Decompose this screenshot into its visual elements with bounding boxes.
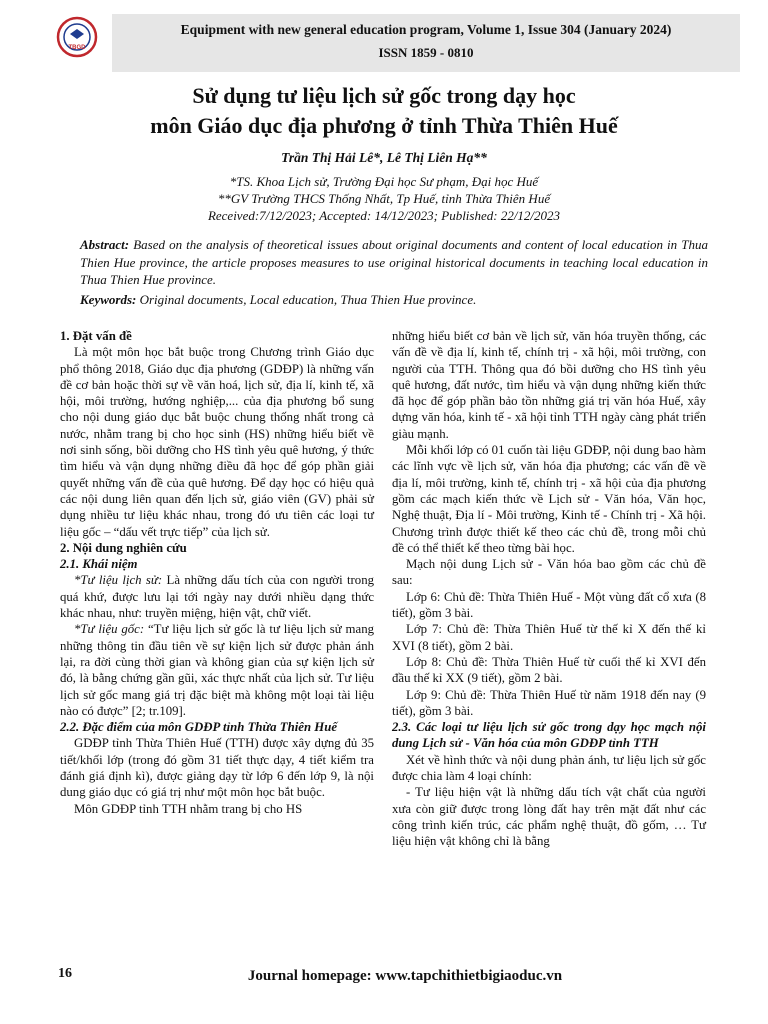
subsection-heading-2-3: 2.3. Các loại tư liệu lịch sử gốc trong dạy học mạch nội dung Lịch sử - Văn hóa của môn GDĐP tỉnh TTH: [392, 720, 706, 751]
paragraph: - Tư liệu hiện vật là những dấu tích vật chất của người xưa còn giữ được trong lòng đất hay trên mặt đất như các công trình kiến trúc, các phẩm nghệ thuật, đồ gốm, … Tư liệu hiện vật không chỉ là bằng: [392, 785, 706, 849]
paragraph: [60, 572, 374, 621]
issn: ISSN 1859 - 0810: [378, 45, 474, 60]
logo-text: TBGD: [68, 45, 86, 51]
title-line-1: Sử dụng tư liệu lịch sử gốc trong dạy học: [192, 83, 576, 108]
term: *Tư liệu gốc:: [74, 622, 145, 637]
title-line-2: môn Giáo dục địa phương ở tỉnh Thừa Thiên Huế: [150, 113, 618, 138]
keywords: [80, 292, 708, 308]
abstract: [80, 236, 708, 289]
page-number: 16: [58, 966, 72, 981]
abstract-text: Based on the analysis of theoretical issues about original documents and content of local education in Thua Thien Hue province, the article proposes measures to use original historical documents in teaching local education in Thua Thien Hue province.: [80, 237, 708, 287]
paragraph: Xét về hình thức và nội dung phản ánh, tư liệu lịch sử gốc được chia làm 4 loại chính:: [392, 752, 706, 784]
authors: Trần Thị Hải Lê*, Lê Thị Liên Hạ**: [281, 150, 487, 165]
paragraph: Lớp 9: Chủ đề: Thừa Thiên Huế từ năm 1918 đến nay (9 tiết), gồm 3 bài.: [392, 687, 706, 718]
abstract-label: Abstract:: [80, 237, 130, 252]
affiliation-2: **GV Trường THCS Thống Nhất, Tp Huế, tỉnh Thừa Thiên Huế: [217, 191, 551, 206]
paragraph: Môn GDĐP tỉnh TTH nhằm trang bị cho HS: [74, 801, 303, 816]
journal-citation: Equipment with new general education program, Volume 1, Issue 304 (January 2024): [180, 22, 672, 37]
keywords-text: Original documents, Local education, Thua Thien Hue province.: [136, 292, 477, 307]
paragraph: Lớp 8: Chủ đề: Thừa Thiên Huế từ cuối thế kỉ XVI đến đầu thế kỉ XX (9 tiết), gồm 2 bài.: [392, 654, 706, 686]
right-column: [392, 328, 706, 850]
paragraph: GDĐP tỉnh Thừa Thiên Huế (TTH) được xây dựng đủ 35 tiết/khối lớp (trong đó gồm 31 tiết thực dạy, 4 tiết kiểm tra đánh giá định kì), được giảng dạy từ lớp 6 đến lớp 9, là nội dung giáo dục có giá trị như một môn học bắt buộc.: [60, 736, 374, 800]
subsection-heading-2-2: 2.2. Đặc điểm của môn GDĐP tỉnh Thừa Thiên Huế: [60, 720, 338, 735]
journal-logo-icon: [56, 16, 98, 58]
article-dates: Received:7/12/2023; Accepted: 14/12/2023; Published: 22/12/2023: [207, 208, 561, 223]
paragraph: Lớp 6: Chủ đề: Thừa Thiên Huế - Một vùng đất cổ xưa (8 tiết), gồm 3 bài.: [392, 589, 706, 621]
paragraph: Mạch nội dung Lịch sử - Văn hóa bao gồm các chủ đề sau:: [392, 557, 706, 588]
paragraph-text: “Tư liệu lịch sử gốc là tư liệu lịch sử mang những thông tin đầu tiên về sự kiện lịch sử được phản ánh lại, ra đời cùng thời gian và không gian của sự kiện lịch sử đó, là bằng chứng gần gũi, xác thực nhất của lịch sử. Tư liệu lịch sử gốc mang giá trị đặc biệt mà không một loại tài liệu nào có được” [2; tr.109].: [60, 622, 374, 718]
left-column: [60, 328, 374, 817]
section-heading-2: 2. Nội dung nghiên cứu: [60, 540, 187, 555]
paragraph: [60, 621, 374, 719]
paragraph-text: Là những dấu tích của con người trong quá khứ, được lưu lại tới ngày nay dưới nhiều dạng thức khác nhau, như: truyền miệng, hiện vật, chữ viết.: [60, 573, 374, 621]
paragraph: Lớp 7: Chủ đề: Thừa Thiên Huế từ thế kỉ X đến thế kỉ XVI (8 tiết), gồm 2 bài.: [392, 622, 706, 653]
journal-homepage[interactable]: Journal homepage: www.tapchithietbigiaoduc.vn: [247, 968, 563, 984]
term: *Tư liệu lịch sử:: [74, 573, 163, 588]
keywords-label: Keywords:: [80, 292, 137, 307]
section-heading-1: 1. Đặt vấn đề: [60, 329, 132, 343]
paragraph: những hiểu biết cơ bản về lịch sử, văn hóa truyền thống, các vấn đề về địa lí, kinh tế, chính trị - xã hội, môi trường, con người của TTH. Thông qua đó bồi dưỡng cho HS tình yêu quê hương, đất nước, tìm hiểu và vận dụng những kiến thức đã học để góp phần bảo tồn những giá trị văn hóa Huế, xây dựng văn hóa, kinh tế - xã hội tỉnh TTH ngày càng phát triển giàu mạnh.: [392, 329, 706, 441]
paragraph: Là một môn học bắt buộc trong Chương trình Giáo dục phổ thông 2018, Giáo dục địa phương (GDĐP) là những vấn đề cơ bản hoặc thời sự về văn hoá, lịch sử, địa lí, kinh tế, xã hội, môi trường, hướng nghiệp,... của địa phương bổ sung cho nội dung giáo dục bắt buộc chung thống nhất trong cả nước, nhằm trang bị cho học sinh (HS) những hiểu biết về nơi sinh sống, bồi dưỡng cho HS tình yêu quê hương, ý thức tìm hiểu và vận dụng những điều đã học để góp phần giải quyết những vấn đề của quê hương. Để dạy học có hiệu quả các nội dung liên quan đến lịch sử, giáo viên (GV) phải sử dụng nhiều tư liệu khác nhau, trong đó ưu tiên các loại tư liệu gốc – “dấu vết trực tiếp” của lịch sử.: [60, 345, 374, 539]
subsection-heading-2-1: 2.1. Khái niệm: [60, 557, 138, 572]
affiliation-1: *TS. Khoa Lịch sử, Trường Đại học Sư phạm, Đại học Huế: [229, 174, 539, 189]
paragraph: Mỗi khối lớp có 01 cuốn tài liệu GDĐP, nội dung bao hàm các lĩnh vực về lịch sử, văn hóa địa phương; các vấn đề về địa lí, môi trường, kinh tế, chính trị - xã hội của địa phương gồm các mạch kiến thức về Lịch sử - Văn hóa, Văn học, Nghệ thuật, Địa lí - Môi trường, Kinh tế - Chính trị - Xã hội. Chương trình được thiết kế theo các chủ đề, trong mỗi chủ đề có thể thiết kế theo từng bài học.: [392, 443, 707, 555]
